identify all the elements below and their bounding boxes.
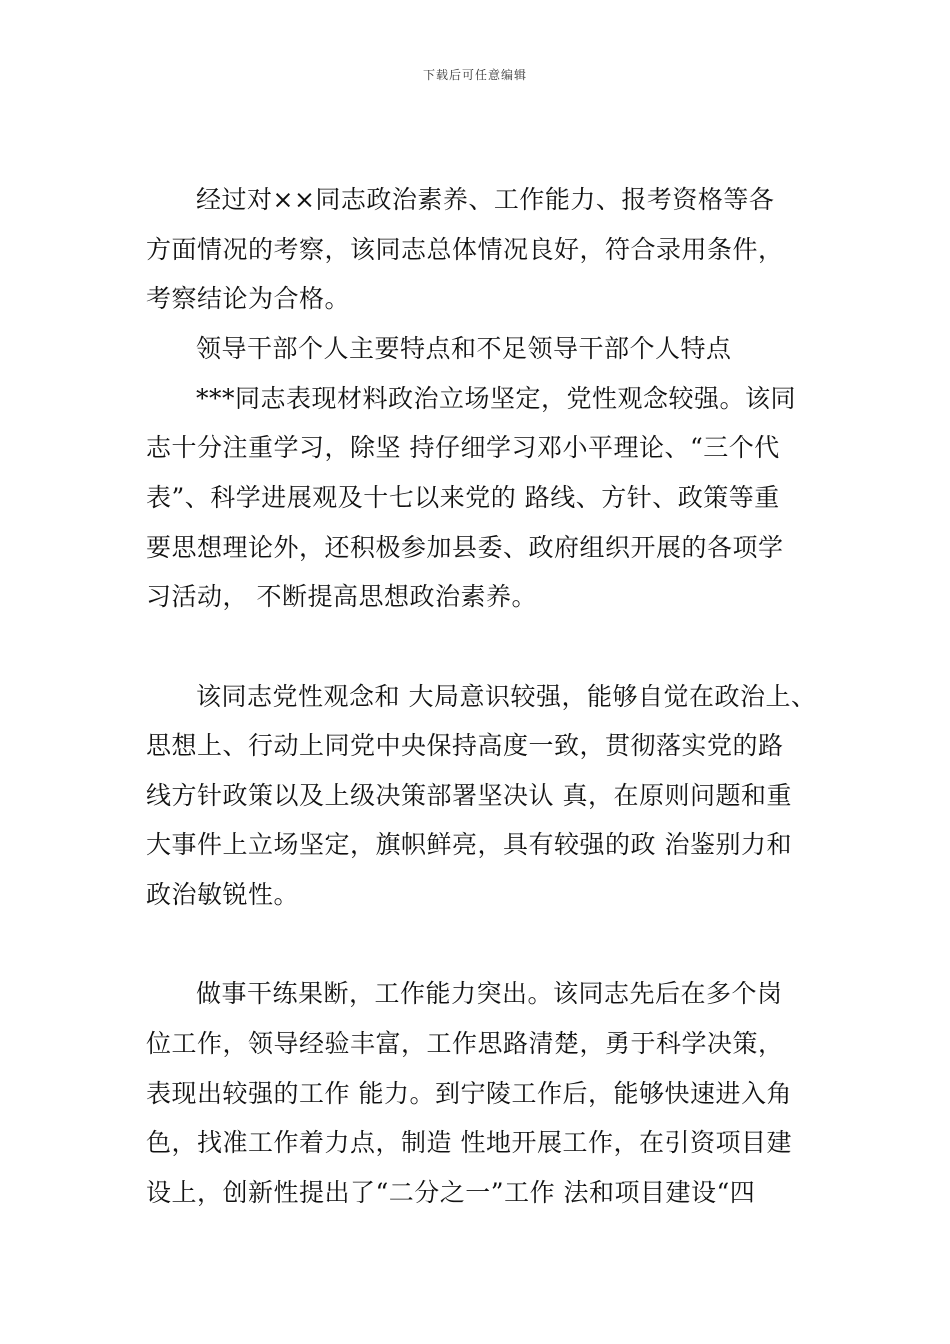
text-line: 方面情况的考察，该同志总体情况良好，符合录用条件， [146, 235, 784, 264]
text-line: 设上，创新性提出了“二分之一”工作 法和项目建设“四 [146, 1178, 756, 1207]
text-line: 习活动， 不断提高思想政治素养。 [146, 582, 537, 611]
text-line: 志十分注重学习，除坚 持仔细学习邓小平理论、“三个代 [146, 433, 780, 462]
text-line: 色，找准工作着力点，制造 性地开展工作，在引资项目建 [146, 1128, 792, 1157]
text-line: 表现出较强的工作 能力。到宁陵工作后，能够快速进入角 [146, 1079, 792, 1108]
text-line: 表”、科学进展观及十七以来党的 路线、方针、政策等重 [146, 483, 780, 512]
text-line: 做事干练果断，工作能力突出。该同志先后在多个岗 [196, 979, 783, 1008]
text-line: 领导干部个人主要特点和不足领导干部个人特点 [196, 334, 732, 363]
text-line: 位工作，领导经验丰富，工作思路清楚，勇于科学决策， [146, 1029, 784, 1058]
text-line: 经过对××同志政治素养、工作能力、报考资格等各 [196, 185, 775, 214]
text-line: 考察结论为合格。 [146, 284, 351, 313]
text-line: 该同志党性观念和 大局意识较强，能够自觉在政治上、 [196, 682, 817, 711]
text-line: 大事件上立场坚定，旗帜鲜亮，具有较强的政 治鉴别力和 [146, 830, 792, 859]
text-line: 思想上、行动上同党中央保持高度一致，贯彻落实党的路 [146, 731, 784, 760]
text-line: 要思想理论外，还积极参加县委、政府组织开展的各项学 [146, 533, 784, 562]
text-line: 政治敏锐性。 [146, 880, 300, 909]
text-line: 线方针政策以及上级决策部署坚决认 真，在原则问题和重 [146, 781, 792, 810]
page-header: 下载后可任意编辑 [422, 68, 527, 82]
text-line: ***同志表现材料政治立场坚定，党性观念较强。该同 [196, 384, 797, 413]
